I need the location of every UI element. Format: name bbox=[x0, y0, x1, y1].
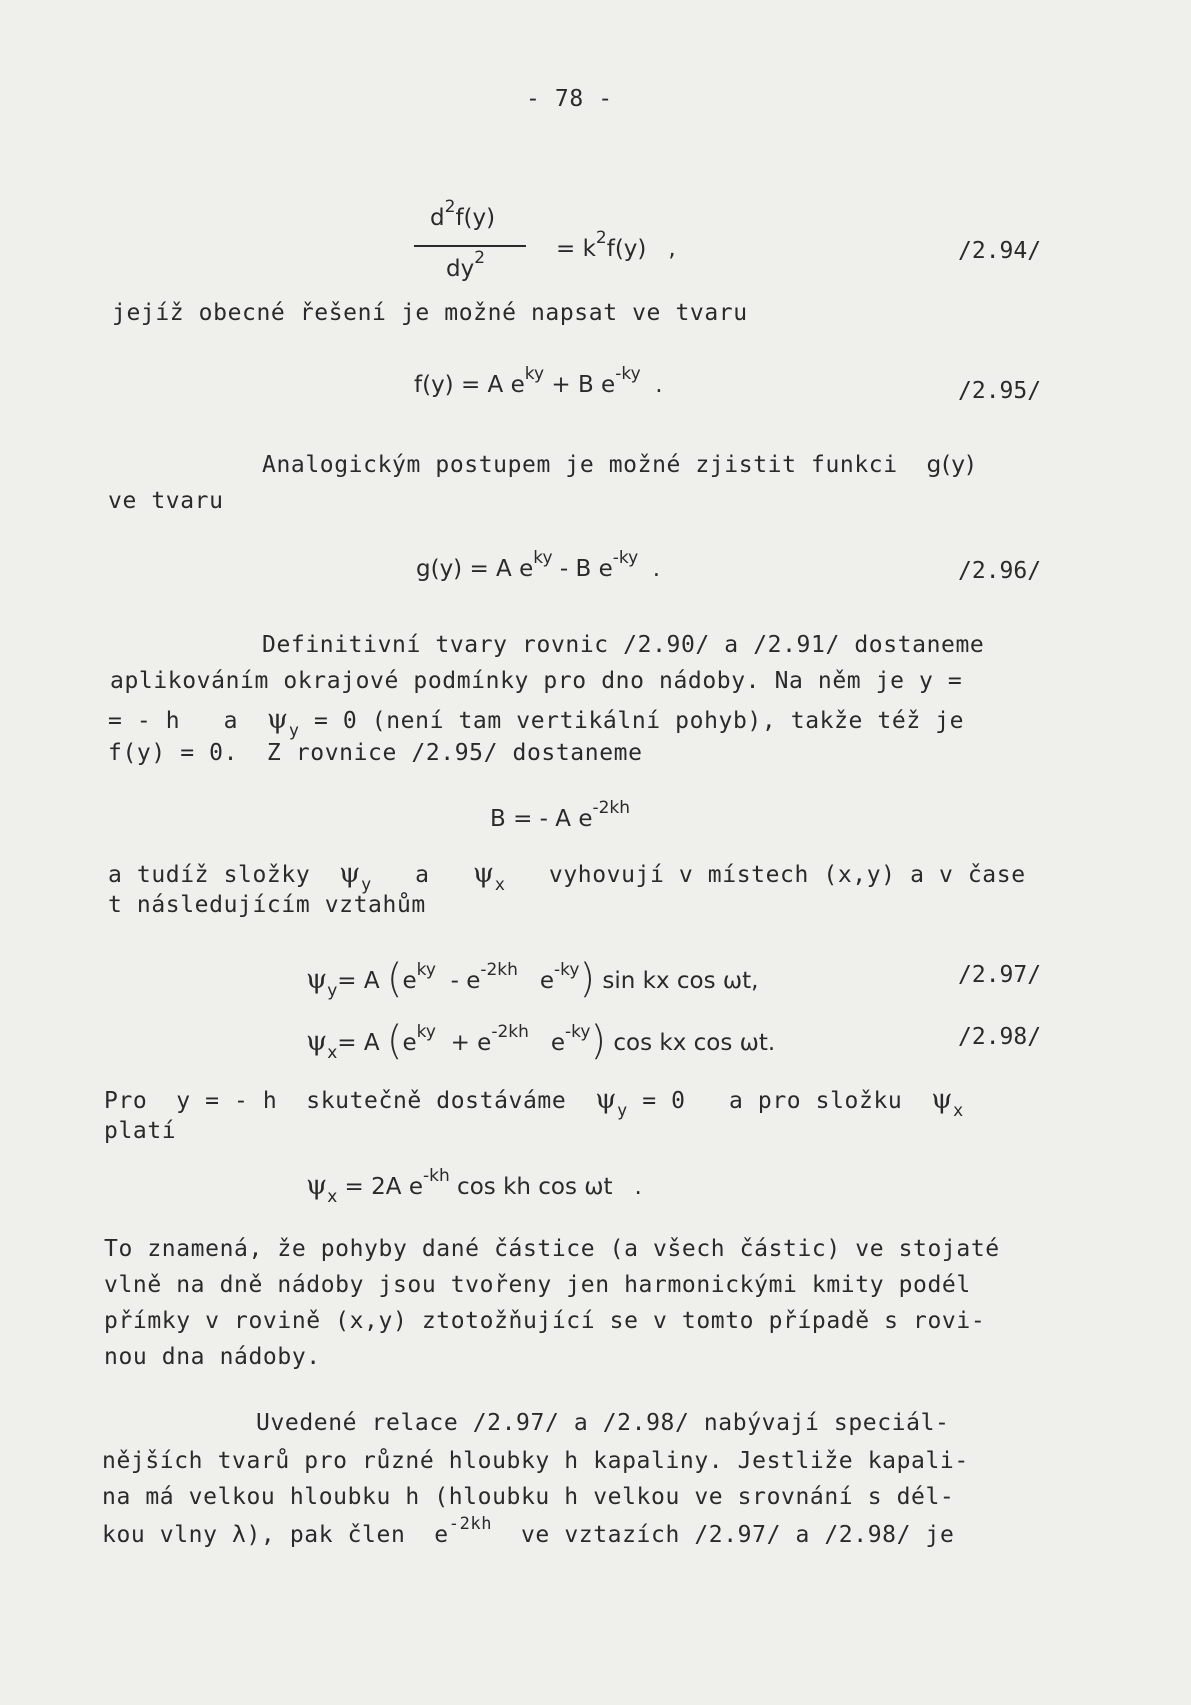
text-line: ve tvaru bbox=[108, 488, 224, 514]
eq-b-expression: B = - A $e^{-2kh}$ bbox=[490, 798, 631, 832]
text-line: Pro y = - h skutečně dostáváme $\psi_y = 0$ a pro složku $\psi_x$ bbox=[104, 1084, 964, 1121]
eq-2-94-rhs: = $k^2f(y)$ , bbox=[556, 228, 676, 262]
eq-2-94-numerator: $d^2f(y)$ bbox=[430, 197, 496, 231]
text-line: a tudíž složky $\psi_y$ a $\psi_x$ vyhovují v místech (x,y) a v čase bbox=[108, 858, 1026, 895]
text-line: kou vlny λ), pak člen $e^{-2kh}$ ve vztazích /2.97/ a /2.98/ je bbox=[102, 1514, 955, 1548]
text-line: platí bbox=[104, 1118, 177, 1144]
text-line: Uvedené relace /2.97/ a /2.98/ nabývají speciál- bbox=[256, 1410, 950, 1436]
text-line: na má velkou hloubku h (hloubku h velkou ve srovnání s dél- bbox=[102, 1484, 955, 1510]
eq-2-97-expression: $\psi_y= A$ ($e^{ky} - e^{-2kh}$ $e^{-ky}$) sin kx cos ωt, bbox=[306, 956, 759, 1002]
text-line: nou dna nádoby. bbox=[104, 1344, 321, 1370]
text-line: t následujícím vztahům bbox=[108, 892, 426, 918]
text-line: Analogickým postupem je možné zjistit funkci g(y) bbox=[262, 452, 976, 478]
eq-psi-x-expression: $\psi_x = 2A$ $e^{-kh}$ cos kh cos ωt . bbox=[306, 1166, 642, 1207]
text-line: nějších tvarů pro různé hloubky h kapaliny. Jestliže kapali- bbox=[102, 1448, 969, 1474]
eq-2-95-expression: f(y) = A $e^{ky} + B$ $e^{-ky}$ . bbox=[414, 364, 663, 398]
eq-2-94-fraction-line bbox=[414, 245, 526, 247]
eq-2-98-expression: $\psi_x= A$ ($e^{ky} + e^{-2kh}$ $e^{-ky}$) cos kx cos ωt. bbox=[306, 1018, 776, 1064]
text-line: = - h a $\psi_y = 0$ (není tam vertikální pohyb), takže též je bbox=[108, 704, 965, 741]
eq-2-96-expression: g(y) = A $e^{ky}$ - B $e^{-ky}$ . bbox=[416, 548, 661, 582]
eq-2-97-number: /2.97/ bbox=[958, 962, 1042, 988]
text-line: přímky v rovině (x,y) ztotožňující se v tomto případě s rovi- bbox=[104, 1308, 986, 1334]
text-line: vlně na dně nádoby jsou tvořeny jen harmonickými kmity podél bbox=[104, 1272, 971, 1298]
eq-2-94-number: /2.94/ bbox=[958, 238, 1042, 264]
text-line: jejíž obecné řešení je možné napsat ve tvaru bbox=[112, 300, 748, 326]
eq-2-95-number: /2.95/ bbox=[958, 378, 1042, 404]
page-number: - 78 - bbox=[526, 86, 613, 112]
text-line: Definitivní tvary rovnic /2.90/ a /2.91/ dostaneme bbox=[262, 632, 985, 658]
eq-2-96-number: /2.96/ bbox=[958, 558, 1042, 584]
text-line: To znamená, že pohyby dané částice (a všech částic) ve stojaté bbox=[104, 1236, 1000, 1262]
text-line: f(y) = 0. Z rovnice /2.95/ dostaneme bbox=[108, 740, 643, 766]
text-line: aplikováním okrajové podmínky pro dno nádoby. Na něm je y = bbox=[110, 668, 963, 694]
eq-2-94-denominator: $dy^2$ bbox=[446, 248, 486, 282]
eq-2-98-number: /2.98/ bbox=[958, 1024, 1042, 1050]
